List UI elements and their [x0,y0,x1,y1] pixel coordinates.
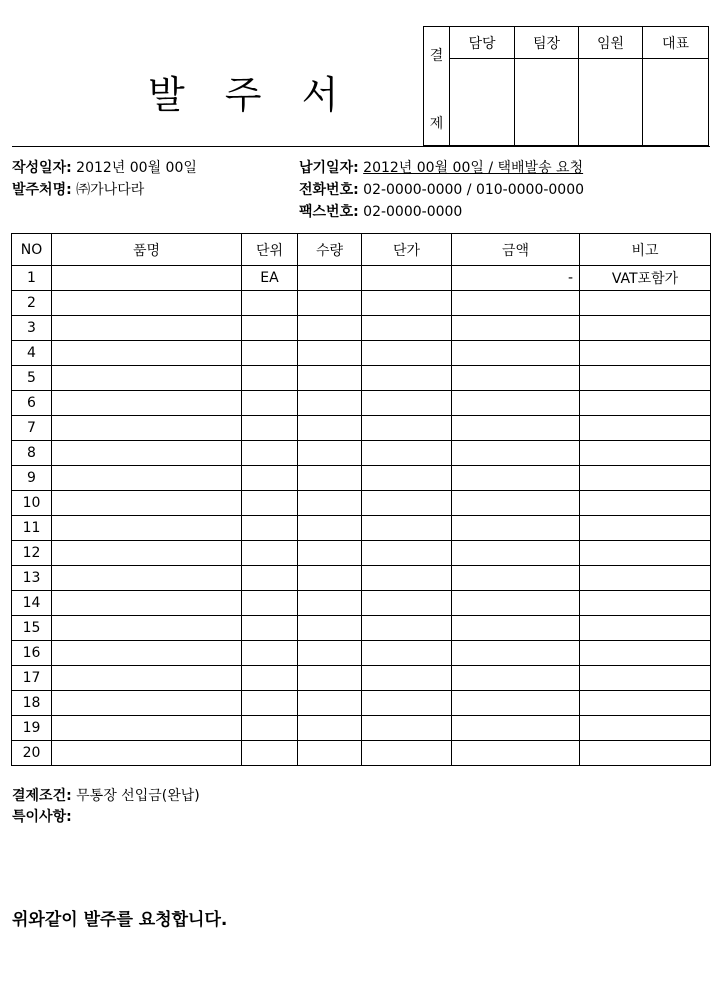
payment-terms-label: 결제조건: [12,788,72,804]
cell-remarks[interactable] [580,316,711,341]
table-header-row [12,234,711,266]
cell-remarks[interactable] [580,416,711,441]
cell-remarks[interactable] [580,691,711,716]
cell-unit-price[interactable] [362,316,452,341]
table-row [12,441,711,466]
cell-amount[interactable] [452,741,580,766]
col-header-unit: 단위 [242,234,298,266]
approval-sign-ceo[interactable] [643,59,709,146]
supplier-value: ㈜가나다라 [76,182,145,198]
cell-unit-price[interactable] [362,641,452,666]
fax-line [299,205,462,219]
cell-no: 20 [12,741,52,766]
cell-remarks[interactable] [580,491,711,516]
col-header-amount: 금액 [452,234,580,266]
cell-no: 6 [12,391,52,416]
cell-item-name[interactable] [52,366,242,391]
table-row [12,716,711,741]
approval-side-label [424,27,450,146]
cell-amount[interactable] [452,316,580,341]
cell-unit-price[interactable] [362,666,452,691]
approval-sign-staff[interactable] [450,59,515,146]
cell-item-name[interactable] [52,591,242,616]
cell-remarks[interactable] [580,641,711,666]
cell-quantity[interactable] [298,741,362,766]
table-row [12,566,711,591]
cell-unit-price[interactable] [362,416,452,441]
cell-amount[interactable] [452,391,580,416]
cell-amount[interactable] [452,516,580,541]
cell-amount[interactable] [452,441,580,466]
cell-unit-price[interactable] [362,516,452,541]
cell-no: 9 [12,466,52,491]
notes-line [12,806,72,826]
col-header-no: NO [12,234,52,266]
cell-item-name[interactable] [52,266,242,291]
cell-quantity[interactable] [298,591,362,616]
cell-amount[interactable] [452,291,580,316]
phone-label: 전화번호: [299,182,359,198]
cell-unit[interactable] [242,666,298,691]
table-row [12,541,711,566]
supplier-label: 발주처명: [12,182,72,198]
cell-item-name[interactable] [52,316,242,341]
notes-label: 특이사항: [12,809,72,825]
cell-unit-price[interactable] [362,741,452,766]
cell-remarks[interactable] [580,516,711,541]
approval-box [423,26,709,146]
order-items-table [11,233,711,766]
cell-unit-price[interactable] [362,341,452,366]
cell-unit[interactable] [242,416,298,441]
table-row [12,516,711,541]
cell-unit[interactable] [242,341,298,366]
written-date-label: 작성일자: [12,160,72,176]
cell-item-name[interactable] [52,566,242,591]
cell-unit[interactable] [242,516,298,541]
cell-remarks[interactable] [580,341,711,366]
table-row [12,666,711,691]
cell-quantity[interactable] [298,616,362,641]
cell-unit-price[interactable] [362,591,452,616]
cell-quantity[interactable] [298,266,362,291]
cell-unit-price[interactable] [362,541,452,566]
supplier-line [12,183,144,197]
cell-unit[interactable] [242,291,298,316]
col-header-item-name: 품명 [52,234,242,266]
cell-no: 10 [12,491,52,516]
cell-amount[interactable] [452,566,580,591]
cell-unit-price[interactable] [362,616,452,641]
cell-quantity[interactable] [298,441,362,466]
cell-quantity[interactable] [298,341,362,366]
delivery-value: 2012년 00월 00일 / 택배발송 요청 [363,160,584,176]
cell-unit-price[interactable] [362,466,452,491]
payment-terms-value: 무통장 선입금(완납) [76,788,200,804]
cell-remarks[interactable] [580,666,711,691]
cell-unit-price[interactable] [362,366,452,391]
cell-no: 16 [12,641,52,666]
cell-unit-price[interactable] [362,391,452,416]
cell-item-name[interactable] [52,491,242,516]
cell-unit[interactable] [242,716,298,741]
cell-amount[interactable] [452,616,580,641]
cell-remarks[interactable] [580,391,711,416]
cell-no: 19 [12,716,52,741]
cell-remarks[interactable] [580,441,711,466]
cell-unit[interactable] [242,566,298,591]
cell-quantity[interactable] [298,666,362,691]
cell-unit-price[interactable] [362,691,452,716]
approval-sign-team-lead[interactable] [515,59,579,146]
cell-item-name[interactable] [52,416,242,441]
fax-value: 02-0000-0000 [363,204,463,220]
cell-item-name[interactable] [52,466,242,491]
cell-unit[interactable] [242,391,298,416]
cell-amount[interactable] [452,641,580,666]
table-row [12,391,711,416]
cell-no: 4 [12,341,52,366]
cell-remarks[interactable] [580,716,711,741]
cell-item-name[interactable] [52,391,242,416]
cell-no: 11 [12,516,52,541]
table-row [12,691,711,716]
fax-label: 팩스번호: [299,204,359,220]
cell-amount[interactable] [452,666,580,691]
cell-amount[interactable] [452,491,580,516]
cell-remarks[interactable] [580,591,711,616]
phone-line [299,183,584,197]
cell-item-name[interactable] [52,541,242,566]
delivery-label: 납기일자: [299,160,359,176]
cell-unit[interactable] [242,591,298,616]
cell-unit[interactable] [242,466,298,491]
cell-quantity[interactable] [298,641,362,666]
cell-item-name[interactable] [52,341,242,366]
cell-unit-price[interactable] [362,566,452,591]
col-header-unit-price: 단가 [362,234,452,266]
cell-item-name[interactable] [52,666,242,691]
cell-remarks[interactable] [580,616,711,641]
table-row [12,491,711,516]
phone-value: 02-0000-0000 / 010-0000-0000 [363,182,585,198]
approval-side-label-bottom: 제 [429,116,444,132]
cell-no: 5 [12,366,52,391]
table-row [12,341,711,366]
cell-remarks[interactable] [580,566,711,591]
cell-unit-price[interactable] [362,491,452,516]
cell-unit[interactable] [242,741,298,766]
cell-amount[interactable] [452,416,580,441]
col-header-quantity: 수량 [298,234,362,266]
cell-unit[interactable] [242,316,298,341]
table-row [12,316,711,341]
approval-role-staff: 담당 [450,27,515,59]
table-row [12,366,711,391]
cell-remarks[interactable] [580,541,711,566]
cell-no: 18 [12,691,52,716]
closing-statement: 위와같이 발주를 요청합니다. [12,910,228,930]
cell-no: 8 [12,441,52,466]
cell-unit-price[interactable] [362,291,452,316]
approval-sign-executive[interactable] [579,59,643,146]
table-row [12,741,711,766]
cell-no: 14 [12,591,52,616]
cell-quantity[interactable] [298,466,362,491]
cell-unit[interactable] [242,541,298,566]
cell-unit-price[interactable] [362,716,452,741]
table-row [12,266,711,291]
cell-item-name[interactable] [52,716,242,741]
cell-unit-price[interactable] [362,266,452,291]
cell-amount[interactable] [452,466,580,491]
cell-remarks[interactable] [580,291,711,316]
cell-quantity[interactable] [298,716,362,741]
cell-amount[interactable] [452,716,580,741]
cell-quantity[interactable] [298,566,362,591]
cell-unit[interactable] [242,441,298,466]
approval-side-label-top: 결 [429,48,444,64]
cell-no: 13 [12,566,52,591]
cell-item-name[interactable] [52,641,242,666]
written-date-value: 2012년 00월 00일 [76,160,197,176]
cell-unit[interactable] [242,641,298,666]
cell-amount[interactable]: - [452,266,580,291]
cell-quantity[interactable] [298,391,362,416]
cell-unit-price[interactable] [362,441,452,466]
delivery-line [299,161,583,175]
cell-quantity[interactable] [298,691,362,716]
table-row [12,416,711,441]
table-row [12,616,711,641]
table-row [12,641,711,666]
cell-no: 17 [12,666,52,691]
approval-role-team-lead: 팀장 [515,27,579,59]
cell-item-name[interactable] [52,291,242,316]
approval-role-executive: 임원 [579,27,643,59]
cell-item-name[interactable] [52,616,242,641]
payment-terms-line [12,785,200,805]
cell-item-name[interactable] [52,741,242,766]
cell-unit[interactable] [242,491,298,516]
cell-amount[interactable] [452,591,580,616]
cell-quantity[interactable] [298,541,362,566]
cell-remarks[interactable] [580,741,711,766]
cell-unit[interactable] [242,366,298,391]
cell-no: 2 [12,291,52,316]
cell-amount[interactable] [452,366,580,391]
cell-quantity[interactable] [298,491,362,516]
cell-quantity[interactable] [298,291,362,316]
col-header-remarks: 비고 [580,234,711,266]
cell-no: 7 [12,416,52,441]
header-divider [12,146,710,147]
cell-unit[interactable] [242,691,298,716]
cell-remarks[interactable] [580,366,711,391]
table-row [12,291,711,316]
cell-item-name[interactable] [52,516,242,541]
written-date-line [12,161,197,175]
cell-item-name[interactable] [52,441,242,466]
cell-remarks[interactable]: VAT포함가 [580,266,711,291]
cell-amount[interactable] [452,541,580,566]
table-row [12,466,711,491]
table-row [12,591,711,616]
cell-quantity[interactable] [298,366,362,391]
cell-remarks[interactable] [580,466,711,491]
cell-no: 3 [12,316,52,341]
cell-quantity[interactable] [298,516,362,541]
cell-no: 12 [12,541,52,566]
approval-role-ceo: 대표 [643,27,709,59]
cell-quantity[interactable] [298,416,362,441]
cell-amount[interactable] [452,341,580,366]
cell-item-name[interactable] [52,691,242,716]
cell-unit[interactable] [242,616,298,641]
document-title: 발 주 서 [148,73,353,117]
cell-no: 15 [12,616,52,641]
cell-quantity[interactable] [298,316,362,341]
cell-no: 1 [12,266,52,291]
cell-amount[interactable] [452,691,580,716]
cell-unit[interactable]: EA [242,266,298,291]
